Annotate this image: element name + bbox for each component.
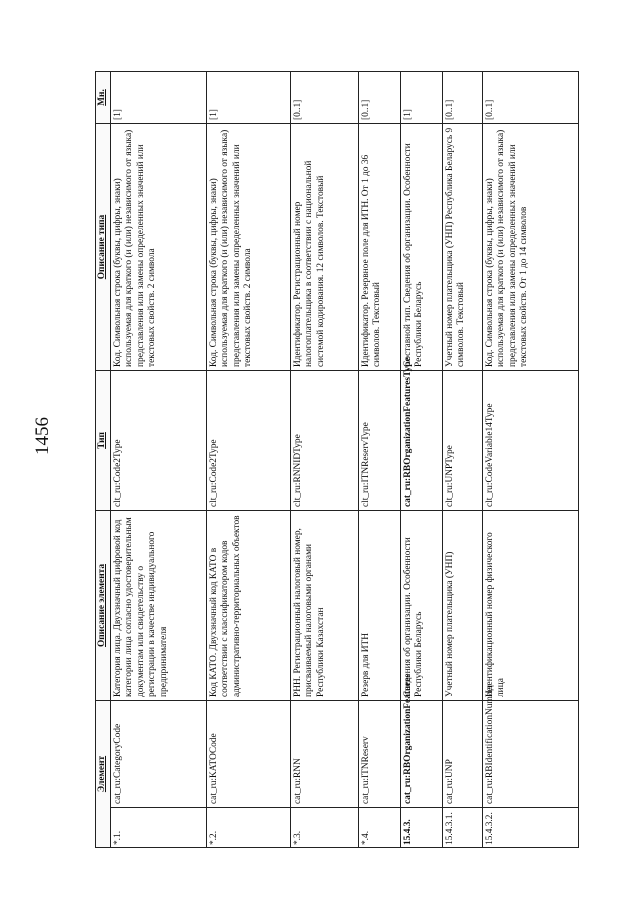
rotated-table-wrapper [95,72,552,848]
row-type: clt_ru:RNNIDType [290,371,358,511]
table-row [442,72,482,848]
table-header-row [96,72,111,848]
row-element: cat_ru:RBOrganizationFeatures [400,701,442,808]
row-type-desc: Составной тип. Сведения об организации. Особенности Республики Беларусь [400,124,442,371]
table-row [110,72,206,848]
row-mult: [1] [400,72,442,124]
row-mult: [1] [110,72,206,124]
row-type-desc: Идентификатор. Регистрационный номер налогоплательщика в соответствии с национальной системой кодирования. 12 символов. Текстовый [290,124,358,371]
row-type: clt_ru:ITNReservType [358,371,400,511]
row-mult: [0..1] [442,72,482,124]
schema-table [95,71,579,848]
row-element-desc: Сведения об организации. Особенности Республики Беларусь [400,511,442,701]
row-type-desc: Код. Символьная строка (буквы, цифры, знаки) используемая для краткого (и (или) независимого от языка) представления или замены определенных значений или текстовых свойств. От 1 до 14 символов [482,124,578,371]
row-element-desc: Учетный номер плательщика (УНП) [442,511,482,701]
row-type-desc: Идентификатор. Резервное поле для ИТН. От 1 до 36 символов. Текстовый [358,124,400,371]
row-element: cat_ru:RNN [290,701,358,808]
row-number: *.1. [110,808,206,848]
row-number: *.2. [206,808,290,848]
table-row [206,72,290,848]
row-number: 15.4.3.1. [442,808,482,848]
row-type: clt_ru:CodeVariable14Type [482,371,578,511]
header-type-desc: Описание типа [96,124,111,371]
row-type: clt_ru:Code2Type [206,371,290,511]
row-element: cat_ru:KATOCode [206,701,290,808]
header-element: Элемент [96,701,111,848]
row-number: *.4. [358,808,400,848]
row-mult: [0..1] [290,72,358,124]
header-type: Тип [96,371,111,511]
row-element: cat_ru:CategoryCode [110,701,206,808]
row-element-desc: Идентификационный номер физического лица [482,511,578,701]
row-number: 15.4.3.2. [482,808,578,848]
table-row [482,72,578,848]
row-element: cat_ru:ITNReserv [358,701,400,808]
row-type: clt_ru:UNPType [442,371,482,511]
table-row [290,72,358,848]
row-mult: [0..1] [358,72,400,124]
header-element-desc: Описание элемента [96,511,111,701]
row-type-desc: Код. Символьная строка (буквы, цифры, знаки) используемая для краткого (и (или) независимого от языка) представления или замены определенных значений или текстовых свойств. 2 символа [110,124,206,371]
row-type: clt_ru:Code2Type [110,371,206,511]
table-row [400,72,442,848]
row-element: cat_ru:RBIdentificationNumber [482,701,578,808]
row-type: cat_ru:RBOrganizationFeaturesType [400,371,442,511]
row-type-desc: Код. Символьная строка (буквы, цифры, знаки) используемая для краткого (и (или) независимого от языка) представления или замены определенных значений или текстовых свойств. 2 символа [206,124,290,371]
row-element-desc: Код КАТО. Двухзначный код КАТО в соответствии с классификатором кодов административно-территориальных объектов [206,511,290,701]
row-type-desc: Учетный номер плательщика (УНП) Республика Беларусь 9 символов. Текстовый [442,124,482,371]
row-number: *.3. [290,808,358,848]
row-element: cat_ru:UNP [442,701,482,808]
row-mult: [1] [206,72,290,124]
row-element-desc: Категория лица. Двухзначный цифровой код категории лица согласно удостоверительным документам или свидетельству о регистрации в качестве индивидуального предпринимателя [110,511,206,701]
header-mult: Мн. [96,72,111,124]
row-number: 15.4.3. [400,808,442,848]
row-element-desc: Резерв для ИТН [358,511,400,701]
row-mult: [0..1] [482,72,578,124]
table-row [358,72,400,848]
row-element-desc: РНН. Регистрационный налоговый номер, присваиваемый налоговыми органами Республики Казахстан [290,511,358,701]
page-number: 1456 [32,417,53,455]
